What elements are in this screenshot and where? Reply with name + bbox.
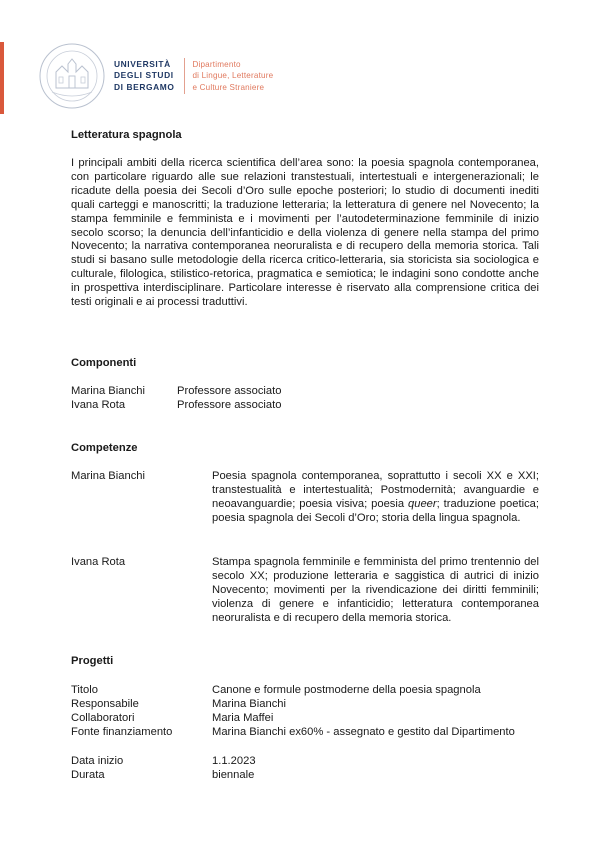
accent-bar bbox=[0, 42, 4, 114]
university-name-line: UNIVERSITÀ bbox=[114, 58, 171, 69]
header-divider bbox=[184, 58, 185, 94]
department-name-line: di Lingue, Letterature bbox=[192, 71, 274, 81]
member-role: Professore associato bbox=[177, 399, 282, 411]
department-name-line: Dipartimento bbox=[192, 59, 241, 69]
project-field-value: 1.1.2023 bbox=[212, 755, 256, 767]
section-title-letteratura: Letteratura spagnola bbox=[71, 129, 182, 141]
competence-text: Stampa spagnola femminile e femminista del primo trentennio del secolo XX; produzione letteraria e saggistica di autrici di inizio Novecento; movimenti per la rivendicazione dei diritti femminili; violenza di genere e infanticidio; letteratura contemporanea neoruralista e di recupero della memoria storica. bbox=[212, 556, 539, 624]
project-field-label: Durata bbox=[71, 769, 105, 781]
project-field-label: Fonte finanziamento bbox=[71, 726, 173, 738]
project-field-value: Marina Bianchi bbox=[212, 698, 286, 710]
member-name: Ivana Rota bbox=[71, 399, 126, 411]
competence-text-part: Poesia spagnola contemporanea, soprattutto i secoli XX e XXI; transtestualità e intertestualità; Postmodernità; avanguardie e neoavanguardie; poesia visiva; poesia bbox=[212, 470, 539, 510]
project-field-row bbox=[71, 755, 539, 769]
project-field-label: Data inizio bbox=[71, 755, 124, 767]
competence-row bbox=[71, 556, 539, 626]
project-field-row bbox=[71, 684, 539, 698]
project-field-row bbox=[71, 698, 539, 712]
project-field-label: Collaboratori bbox=[71, 712, 135, 724]
project-field-row bbox=[71, 712, 539, 726]
project-field-row bbox=[71, 769, 539, 783]
member-role: Professore associato bbox=[177, 385, 282, 397]
project-field-value: Maria Maffei bbox=[212, 712, 274, 724]
section-title-progetti: Progetti bbox=[71, 655, 114, 667]
project-field-value: biennale bbox=[212, 769, 255, 781]
competence-row bbox=[71, 470, 539, 526]
department-name bbox=[192, 59, 273, 94]
competence-name: Marina Bianchi bbox=[71, 470, 145, 482]
member-row bbox=[71, 385, 539, 399]
university-name-line: DEGLI STUDI bbox=[114, 70, 174, 81]
university-name bbox=[114, 59, 174, 94]
competence-name: Ivana Rota bbox=[71, 556, 126, 568]
project-field-label: Responsabile bbox=[71, 698, 139, 710]
university-name-line: DI BERGAMO bbox=[114, 81, 175, 92]
department-name-line: e Culture Straniere bbox=[192, 82, 265, 92]
section-title-competenze: Competenze bbox=[71, 442, 138, 454]
member-row bbox=[71, 399, 539, 413]
competence-text-italic: queer bbox=[408, 497, 437, 510]
project-field-value: Marina Bianchi ex60% - assegnato e gestito dal Dipartimento bbox=[212, 726, 515, 738]
project-field-row bbox=[71, 726, 539, 740]
letterhead bbox=[38, 42, 273, 110]
project-field-value: Canone e formule postmoderne della poesia spagnola bbox=[212, 684, 481, 696]
section-title-componenti: Componenti bbox=[71, 357, 137, 369]
competence-text-part: ; traduzione poetica; poesia spagnola dei Secoli d’Oro; storia della lingua spagnola. bbox=[212, 497, 539, 524]
competence-text bbox=[212, 470, 539, 526]
member-name: Marina Bianchi bbox=[71, 385, 145, 397]
project-field-label: Titolo bbox=[71, 684, 98, 696]
university-seal-icon bbox=[38, 42, 106, 110]
research-areas-paragraph: I principali ambiti della ricerca scientifica dell’area sono: la poesia spagnola contemporanea, con particolare riguardo alle sue relazioni transtestuali, intertestuali e intergenerazionali; le ricadute della poesia dei Secoli d’Oro sulle epoche posteriori; lo studio di documenti inediti quali carteggi e manoscritti; la traduzione letteraria; la letteratura di genere nel Novecento; la stampa femminile e femminista e i movimenti per l’autodeterminazione femminile di inizio secolo scorso; la denuncia dell’infanticidio e della violenza di genere nella stampa del primo Novecento; la narrativa contemporanea neoruralista e di recupero della memoria storica. Tali studi si basano sulle metodologie della ricerca critico-letteraria, sia storicista sia sociologica e culturale, filologica, stilistico-retorica, pragmatica e semiotica; le indagini sono condotte anche in prospettiva interdisciplinare. Particolare interesse è riservato alla comprensione critica dei testi originali e ai processi traduttivi. bbox=[71, 157, 539, 309]
